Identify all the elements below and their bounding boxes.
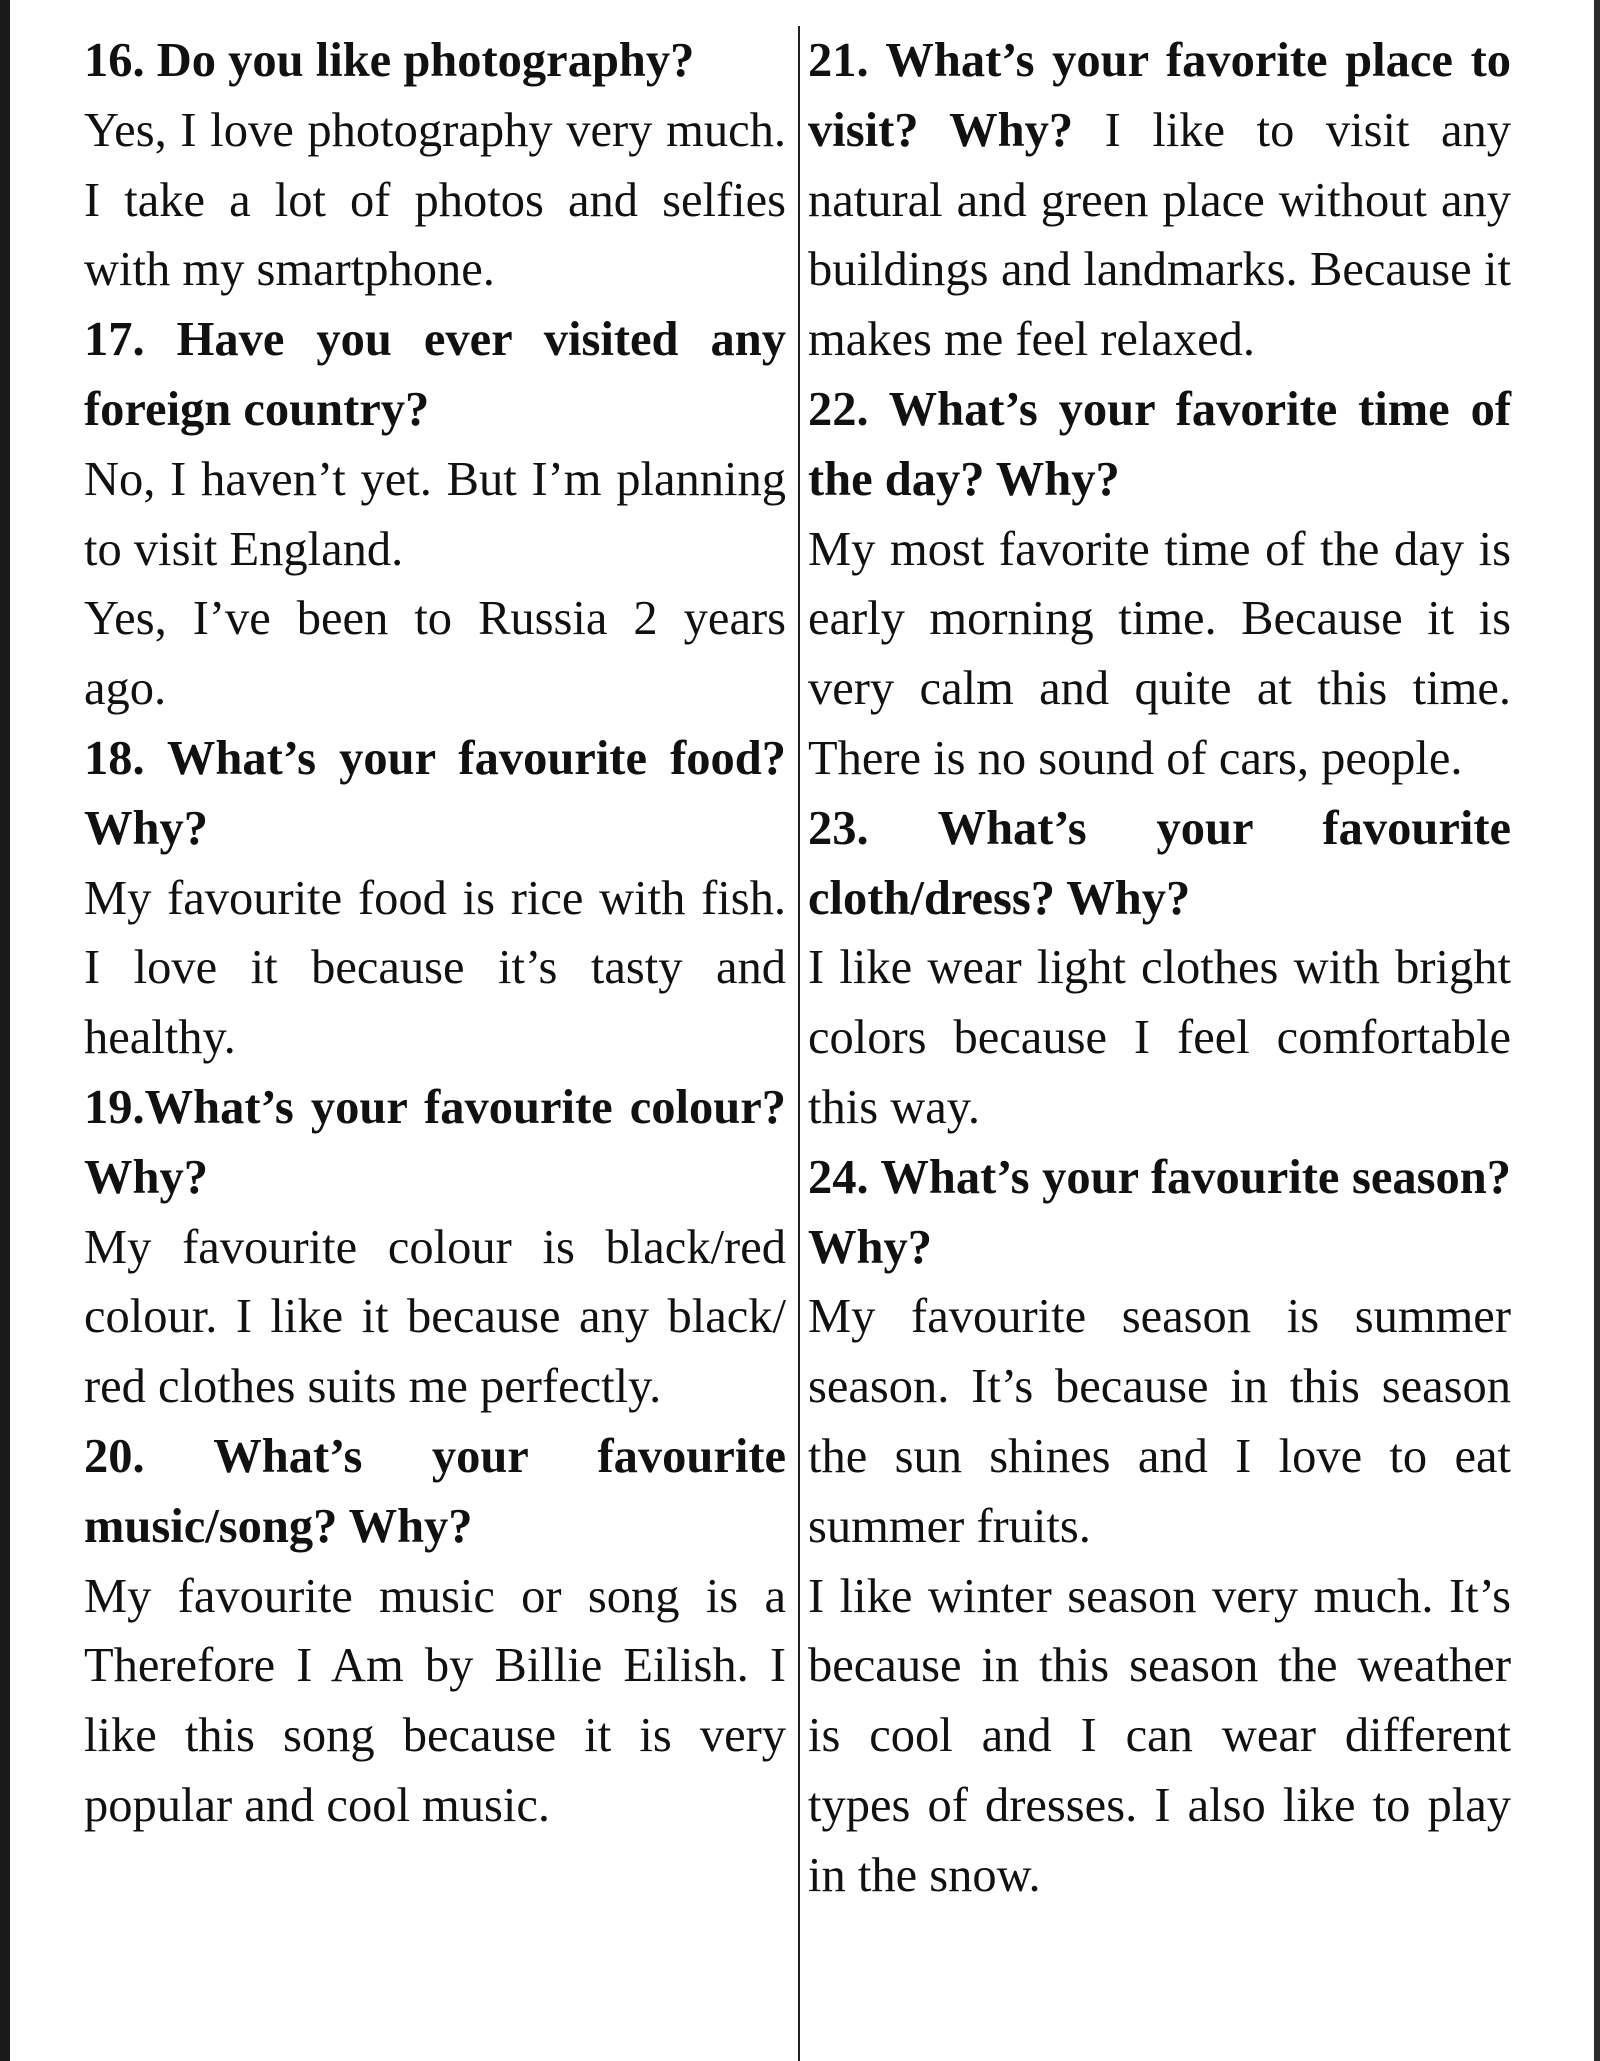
answer-16: Yes, I love photography very much. I take a lot of photos and selfies with my smartphone. xyxy=(84,103,786,297)
answer-17-no: No, I haven’t yet. But I’m planning to visit England. xyxy=(84,452,786,576)
answer-20: My favourite music or song is a Therefore I Am by Billie Eilish. I like this song because it is very popular and cool music. xyxy=(84,1569,786,1832)
question-16: 16. Do you like photography? xyxy=(84,34,695,87)
answer-22: My most favorite time of the day is early morning time. Because it is very calm and quite at this time. There is no sound of cars, people. xyxy=(808,522,1511,785)
answer-21: I like to visit any natural and green place without any buildings and landmarks. Because it makes me feel relaxed. xyxy=(808,103,1512,367)
answer-18: My favourite food is rice with fish. I love it because it’s tasty and healthy. xyxy=(84,871,786,1065)
question-21: 21. What’s your favorite place to visit? Why? xyxy=(808,34,1511,157)
column-divider xyxy=(798,26,800,2061)
answer-23: I like wear light clothes with bright colors because I feel comfortable this way. xyxy=(808,941,1511,1134)
question-23: 23. What’s your favourite cloth/dress? Why? xyxy=(808,801,1511,925)
answer-19: My favourite colour is black/red colour. I like it because any black/ red clothes suits me perfectly. xyxy=(84,1220,786,1414)
page-left-edge xyxy=(0,0,10,2061)
answer-24-summer: My favourite season is summer season. It’s because in this season the sun shines and I love to eat summer fruits. xyxy=(808,1290,1511,1553)
answer-24-winter: I like winter season very much. It’s because in this season the weather is cool and I can wear different types of dresses. I also like to play in the snow. xyxy=(808,1569,1511,1902)
question-18: 18. What’s your favourite food? Why? xyxy=(84,731,786,855)
right-column xyxy=(808,26,1511,1911)
question-17: 17. Have you ever visited any foreign country? xyxy=(84,313,786,436)
question-19: 19.What’s your favourite colour? Why? xyxy=(84,1080,786,1204)
page-right-edge xyxy=(1594,0,1600,2061)
qa-21 xyxy=(808,26,1511,375)
question-24: 24. What’s your favourite season? Why? xyxy=(808,1150,1511,1274)
question-20: 20. What’s your favourite music/song? Why? xyxy=(84,1429,786,1553)
answer-17-yes: Yes, I’ve been to Russia 2 years ago. xyxy=(84,592,786,716)
left-column xyxy=(84,26,786,1841)
question-22: 22. What’s your favorite time of the day? Why? xyxy=(808,382,1511,506)
